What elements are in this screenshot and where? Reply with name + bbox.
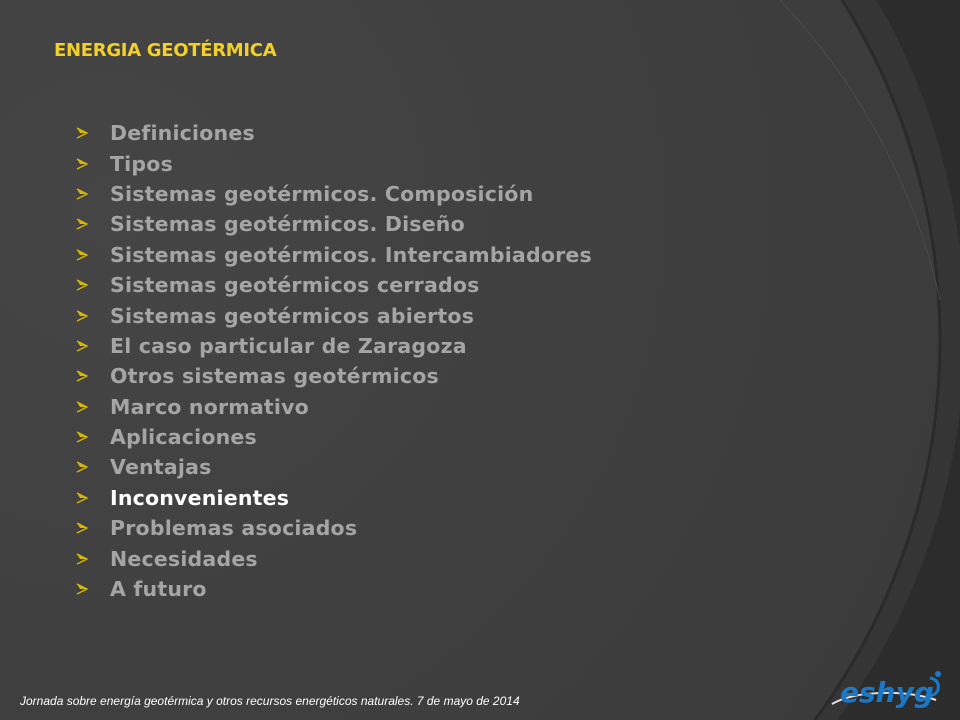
footer-text: Jornada sobre energía geotérmica y otros recursos energéticos naturales. 7 de mayo de 2014 [20, 694, 520, 708]
agenda-item-label: Sistemas geotérmicos. Intercambiadores [110, 242, 592, 267]
arrow-bullet-icon [76, 370, 110, 382]
arrow-bullet-icon [76, 188, 110, 200]
arrow-bullet-icon [76, 310, 110, 322]
agenda-item [76, 179, 592, 209]
arrow-bullet-icon [76, 158, 110, 170]
agenda-list [76, 118, 592, 604]
agenda-item [76, 361, 592, 391]
agenda-item-label: Sistemas geotérmicos. Diseño [110, 212, 465, 237]
agenda-item [76, 513, 592, 543]
arrow-bullet-icon [76, 522, 110, 534]
agenda-item [76, 270, 592, 300]
agenda-item [76, 543, 592, 573]
arrow-bullet-icon [76, 583, 110, 595]
agenda-item [76, 483, 592, 513]
agenda-item-label: Sistemas geotérmicos. Composición [110, 181, 534, 206]
agenda-item-label: Sistemas geotérmicos abiertos [110, 303, 475, 328]
logo-text: eshyg [840, 676, 934, 709]
agenda-item [76, 331, 592, 361]
agenda-item [76, 118, 592, 148]
agenda-item-label: El caso particular de Zaragoza [110, 333, 467, 358]
agenda-item [76, 574, 592, 604]
agenda-item-label: Tipos [110, 151, 173, 176]
agenda-item [76, 300, 592, 330]
agenda-item-label: Otros sistemas geotérmicos [110, 364, 439, 389]
arrow-bullet-icon [76, 340, 110, 352]
arrow-bullet-icon [76, 249, 110, 261]
agenda-item [76, 422, 592, 452]
agenda-item-label: Inconvenientes [110, 485, 290, 510]
agenda-item-label: Necesidades [110, 546, 258, 571]
agenda-item-label: Aplicaciones [110, 425, 257, 450]
agenda-item [76, 392, 592, 422]
agenda-item-label: A futuro [110, 577, 207, 602]
agenda-item [76, 209, 592, 239]
agenda-item [76, 452, 592, 482]
agenda-item-label: Ventajas [110, 455, 212, 480]
arrow-bullet-icon [76, 431, 110, 443]
arrow-bullet-icon [76, 461, 110, 473]
eshyg-logo-icon [826, 660, 950, 718]
agenda-item-label: Sistemas geotérmicos cerrados [110, 273, 480, 298]
agenda-item [76, 240, 592, 270]
agenda-item-label: Definiciones [110, 121, 255, 146]
agenda-item [76, 148, 592, 178]
arrow-bullet-icon [76, 401, 110, 413]
agenda-item-label: Problemas asociados [110, 516, 358, 541]
arrow-bullet-icon [76, 492, 110, 504]
arrow-bullet-icon [76, 553, 110, 565]
arrow-bullet-icon [76, 127, 110, 139]
slide-title: ENERGIA GEOTÉRMICA [54, 40, 277, 61]
arrow-bullet-icon [76, 279, 110, 291]
agenda-item-label: Marco normativo [110, 394, 309, 419]
arrow-bullet-icon [76, 218, 110, 230]
